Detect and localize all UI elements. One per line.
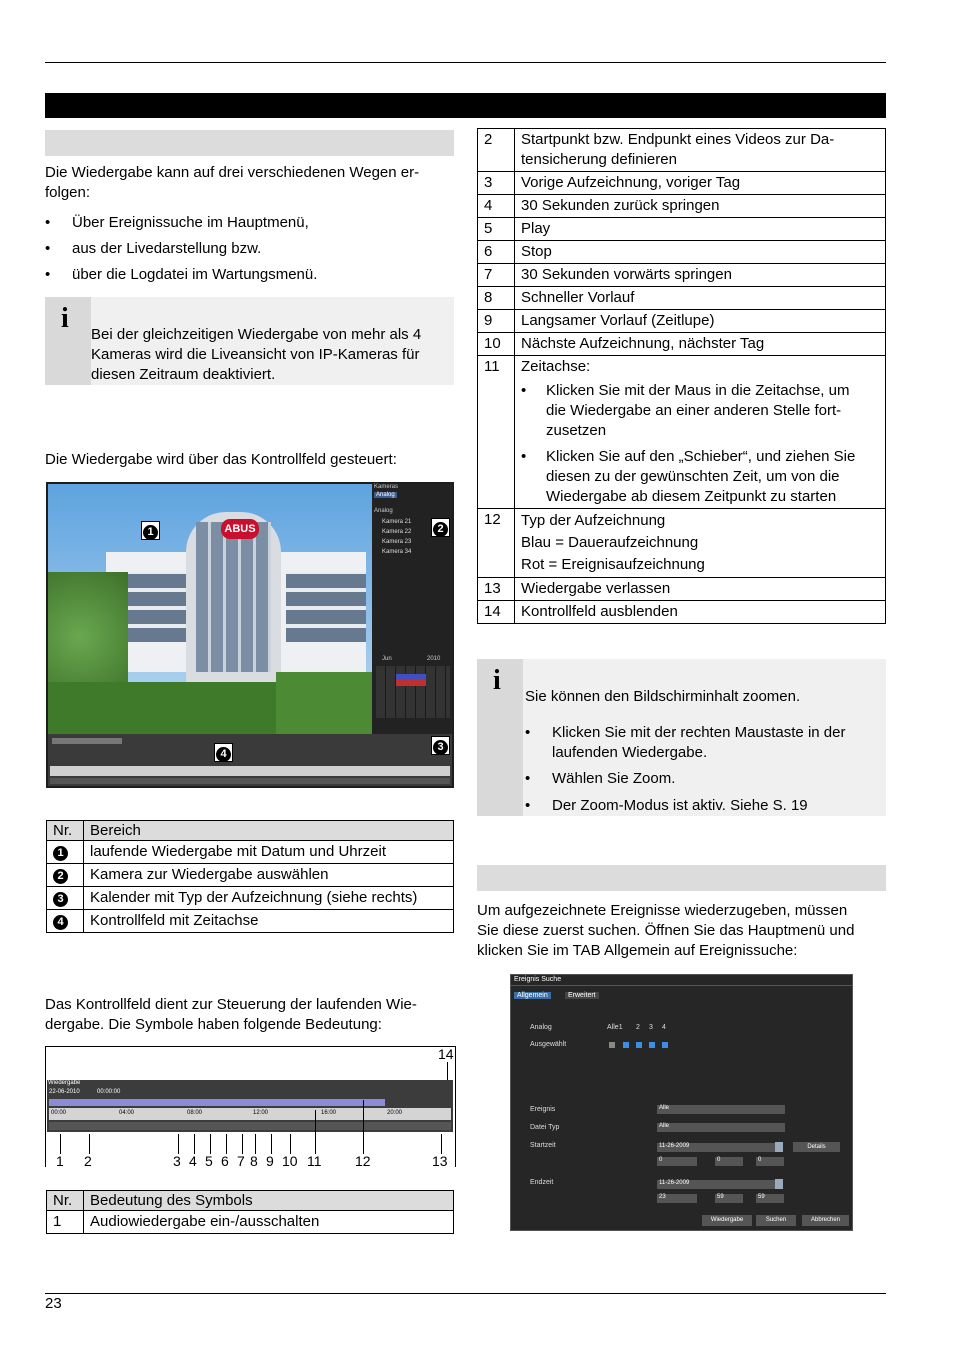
marker-1: 1 [141, 521, 160, 540]
start-hour[interactable]: 0 [657, 1157, 697, 1166]
areas-table [46, 820, 454, 933]
marker-4: 4 [214, 743, 233, 762]
callout-label: 12 [355, 1153, 371, 1169]
checkbox-ch3[interactable] [649, 1042, 655, 1048]
event-select[interactable]: Alle [657, 1105, 785, 1114]
table-row: 10 Nächste Aufzeichnung, nächster Tag [478, 333, 886, 356]
section-heading-bar [45, 130, 454, 156]
checkbox-ch1[interactable] [623, 1042, 629, 1048]
details-button[interactable]: Details [793, 1142, 840, 1152]
calendar-icon[interactable] [775, 1179, 783, 1189]
callout-label: 13 [432, 1153, 448, 1169]
playback-screenshot [46, 482, 454, 788]
play-button[interactable]: Wiedergabe [702, 1215, 752, 1226]
zoom-steps [525, 723, 880, 816]
abus-logo: ABUS [221, 519, 259, 539]
table-row: 2 Kamera zur Wiedergabe auswählen [47, 864, 454, 887]
tab-general[interactable]: Allgemein [514, 992, 551, 999]
list-item: • Über Ereignissuche im Hauptmenü, [45, 213, 454, 233]
callout-label: 8 [250, 1153, 258, 1169]
event-label: Ereignis [530, 1106, 556, 1113]
camera-item[interactable]: Kamera 21 [382, 519, 412, 525]
checkbox-ch2[interactable] [636, 1042, 642, 1048]
building-glass [196, 522, 271, 672]
table-row: 3 Kalender mit Typ der Aufzeichnung (siehe rechts) [47, 887, 454, 910]
filetype-label: Datei Typ [530, 1124, 560, 1131]
table-row: 7 30 Sekunden vorwärts springen [478, 264, 886, 287]
camera-item[interactable]: Kamera 34 [382, 549, 412, 555]
list-item: • Der Zoom-Modus ist aktiv. Siehe S. 19 [525, 796, 880, 816]
filetype-select[interactable]: Alle [657, 1123, 785, 1132]
section-heading-bar [477, 865, 886, 891]
dialog-title: Ereignis Suche [514, 976, 562, 983]
control-panel-screenshot[interactable] [47, 1080, 453, 1132]
callout-label: 7 [237, 1153, 245, 1169]
tab-extended[interactable]: Erweitert [565, 992, 599, 999]
timeline-bar[interactable]: 00:00 04:00 08:00 12:00 16:00 20:00 [49, 1108, 451, 1120]
table-row: 9 Langsamer Vorlauf (Zeitlupe) [478, 310, 886, 333]
table-row: 2 Startpunkt bzw. Endpunkt eines Videos zur Da- tensicherung definieren [478, 129, 886, 172]
checkbox-all[interactable] [609, 1042, 615, 1048]
symbol-table [46, 1190, 454, 1234]
info-text: Sie können den Bildschirminhalt zoomen. [525, 688, 801, 705]
search-intro: Um aufgezeichnete Ereignisse wiederzugeben, müssen Sie diese zuerst suchen. Öffnen Sie das Hauptmenü und klicken Sie im TAB Allgemein auf Ereignissuche: [477, 902, 855, 959]
list-item: • Klicken Sie mit der rechten Maustaste in der laufenden Wiedergabe. [525, 723, 880, 763]
header-meaning: Bedeutung des Symbols [84, 1191, 454, 1211]
table-row: 4 Kontrollfeld mit Zeitachse [47, 910, 454, 933]
calendar-continuous-days [396, 674, 426, 680]
control-intro: Die Wiedergabe wird über das Kontrollfeld gesteuert: [45, 451, 397, 468]
end-label: Endzeit [530, 1179, 554, 1186]
callout-label: 11 [307, 1153, 322, 1169]
cancel-button[interactable]: Abbrechen [802, 1215, 849, 1226]
ctrl-date: 22-06-2010 [49, 1089, 80, 1095]
list-item: • Wählen Sie Zoom. [525, 769, 880, 789]
list-item: • aus der Livedarstellung bzw. [45, 239, 454, 259]
table-row: 4 30 Sekunden zurück springen [478, 195, 886, 218]
timeline[interactable] [50, 766, 450, 776]
bottom-rule [45, 1293, 886, 1294]
table-row: 12 Typ der Aufzeichnung Blau = Daueraufzeichnung Rot = Ereignisaufzeichnung [478, 509, 886, 578]
end-date-field[interactable]: 11-26-2009 [657, 1180, 775, 1189]
checkbox-ch4[interactable] [662, 1042, 668, 1048]
button-row[interactable] [50, 778, 450, 784]
callout-label: 5 [205, 1153, 213, 1169]
date-field [52, 738, 122, 744]
callout-label: 10 [282, 1153, 298, 1169]
start-second[interactable]: 0 [756, 1157, 784, 1166]
header-nr: Nr. [47, 1191, 84, 1211]
symbol-table-continued [477, 128, 886, 624]
hedge [276, 672, 372, 734]
table-row: 13 Wiedergabe verlassen [478, 578, 886, 601]
top-rule [45, 62, 886, 63]
callout-label: 6 [221, 1153, 229, 1169]
panel-group: Analog [374, 508, 393, 514]
chapter-bar [45, 93, 886, 118]
callout-label: 14 [438, 1046, 454, 1062]
calendar-icon[interactable] [775, 1142, 783, 1152]
marker-2: 2 [431, 518, 450, 537]
info-box-ipcam [45, 297, 454, 385]
event-search-dialog: Ereignis Suche Allgemein Erweitert Analog Alle1 2 3 4 Ausgewählt Ereignis Alle Datei Typ Alle Startzeit 11-26-2009 0 0 0 Details Endzeit 11-26-2009 23 59 59 Wiedergabe Suchen Abbrechen [510, 974, 853, 1231]
info-text: Bei der gleichzeitigen Wiedergabe von mehr als 4 Kameras wird die Liveansicht von IP-Kameras für diesen Zeitraum deaktiviert. [91, 326, 422, 383]
calendar-event-days [396, 680, 426, 686]
analog-label: Analog [530, 1024, 552, 1031]
callout-label: 1 [56, 1153, 64, 1169]
marker-3: 3 [431, 736, 450, 755]
table-row: 1 Audiowiedergabe ein-/ausschalten [47, 1211, 454, 1234]
table-row: 1 laufende Wiedergabe mit Datum und Uhrzeit [47, 841, 454, 864]
building-windows [286, 572, 366, 642]
calendar-year: 2010 [427, 656, 441, 662]
ctrl-title: Wiedergabe [48, 1080, 81, 1086]
playback-methods-list [45, 213, 454, 285]
camera-item[interactable]: Kamera 23 [382, 539, 412, 545]
search-button[interactable]: Suchen [756, 1215, 796, 1226]
callout-label: 4 [189, 1153, 197, 1169]
camera-item[interactable]: Kamera 22 [382, 529, 412, 535]
recording-bar [49, 1099, 385, 1106]
panel-tab-analog[interactable]: Analog [376, 492, 395, 498]
ctrl-buttons[interactable] [49, 1122, 451, 1130]
intro-text: Die Wiedergabe kann auf drei verschiedenen Wegen er- folgen: [45, 164, 420, 201]
callout-label: 3 [173, 1153, 181, 1169]
selected-label: Ausgewählt [530, 1041, 567, 1048]
panel-intro: Das Kontrollfeld dient zur Steuerung der laufenden Wie- dergabe. Die Symbole haben folgende Bedeutung: [45, 996, 417, 1033]
calendar-month: Jun [382, 656, 392, 662]
start-minute[interactable]: 0 [715, 1157, 743, 1166]
end-minute[interactable]: 59 [715, 1194, 743, 1203]
camera-list[interactable] [382, 517, 411, 557]
control-strip[interactable] [48, 734, 452, 786]
table-row: 5 Play [478, 218, 886, 241]
end-hour[interactable]: 23 [657, 1194, 697, 1203]
table-row: 11 Zeitachse: • Klicken Sie mit der Maus in die Zeitachse, um die Wiedergabe an einer anderen Stelle fort- zusetzen • Klicken Sie auf den „Schieber“, und ziehen Sie diesen zu der gewünschten Zeit, um von die Wiedergabe ab diesem Zeitpunkt zu starten [478, 356, 886, 509]
table-row: 3 Vorige Aufzeichnung, voriger Tag [478, 172, 886, 195]
info-box-zoom [477, 659, 886, 816]
table-row: 6 Stop [478, 241, 886, 264]
callout-label: 9 [266, 1153, 274, 1169]
end-second[interactable]: 59 [756, 1194, 784, 1203]
header-nr: Nr. [47, 821, 84, 841]
ctrl-time: 00:00:00 [97, 1089, 121, 1095]
header-area: Bereich [84, 821, 454, 841]
panel-tab-cameras: Kameras [374, 484, 399, 490]
info-icon: i [45, 297, 91, 385]
table-row: 14 Kontrollfeld ausblenden [478, 601, 886, 624]
table-row: 8 Schneller Vorlauf [478, 287, 886, 310]
start-label: Startzeit [530, 1142, 556, 1149]
list-item: • über die Logdatei im Wartungsmenü. [45, 265, 454, 285]
page-number: 23 [45, 1295, 62, 1312]
start-date-field[interactable]: 11-26-2009 [657, 1143, 775, 1152]
info-icon: i [477, 659, 523, 816]
callout-label: 2 [84, 1153, 92, 1169]
